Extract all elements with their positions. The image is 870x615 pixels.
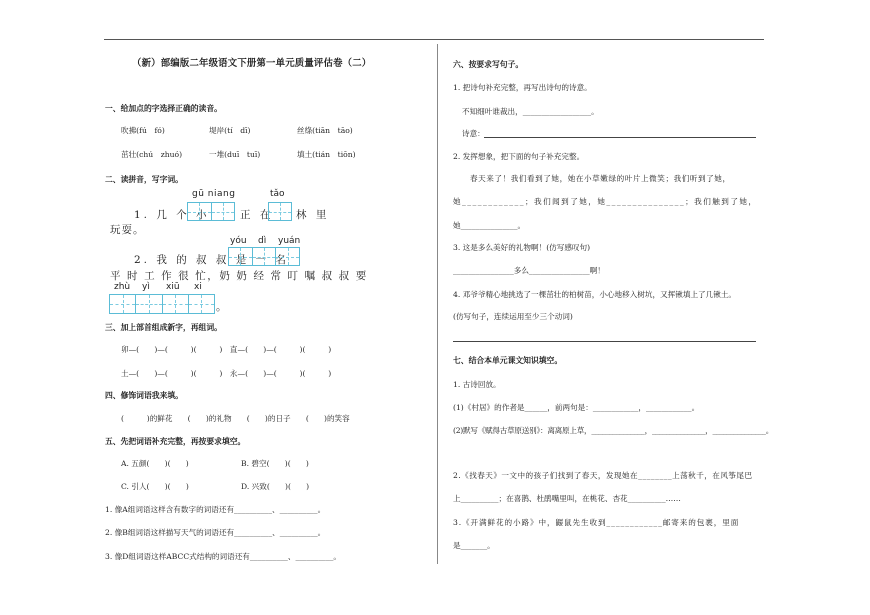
paragraph-line: 春天来了！我们看到了她，她在小草嫩绿的叶片上微笑；我们听到了她， <box>470 174 731 183</box>
sentence-text: 平 时 工 作 很 忙，奶 奶 经 常 叮 嘱 叔 叔 要 <box>110 270 368 282</box>
section-5-heading: 五、先把词语补充完整，再按要求填空。 <box>105 437 246 446</box>
pinyin-label: yì <box>142 282 150 292</box>
writing-grid[interactable] <box>187 202 235 221</box>
answer-template: ________________多么________________啊！ <box>453 266 605 275</box>
sentence-text: 林 里 <box>296 209 330 221</box>
pinyin-choice: 一堆(duī tuī) <box>209 150 261 159</box>
question-text: (2)默写《赋得古草原送别》：离离原上草，_______________，_______________，_______________。 <box>453 426 774 435</box>
question-text: 3.《开满鲜花的小路》中，鼹鼠先生收到____________邮寄来的包裹，里面 <box>453 518 740 527</box>
idiom-option: D. 兴致( )( ) <box>241 482 310 491</box>
question-text: 2.《找春天》一文中的孩子们找到了春天，发现她在________上荡秋千，在风筝尾巴 <box>453 471 753 480</box>
sentence-text: 1. 几 个 小 <box>134 209 210 221</box>
section-2-heading: 二、读拼音，写字词。 <box>105 175 183 184</box>
question-text: 上__________；在喜鹊、杜鹃嘴里叫，在桃花、杏花__________…… <box>453 494 681 503</box>
answer-line[interactable] <box>484 137 756 138</box>
section-6-heading: 六、按要求写句子。 <box>453 60 524 69</box>
section-4-heading: 四、修饰词语我来填。 <box>105 391 183 400</box>
poem-meaning-label: 诗意： <box>462 129 485 138</box>
page-title: （新）部编版二年级语文下册第一单元质量评估卷（二） <box>132 58 372 69</box>
pinyin-label: xi <box>194 282 202 292</box>
question-text: 2. 发挥想象，把下面的句子补充完整。 <box>453 152 585 161</box>
pinyin-choice: 堤岸(tí dī) <box>209 126 251 135</box>
radical-row: 卯—( )—( )( ) 直—( )—( )( ) <box>121 345 332 354</box>
question-text: 是_______。 <box>453 541 495 550</box>
sentence-text: 正 在 <box>240 209 274 221</box>
question-text: 3. 这是多么美好的礼物啊！(仿写感叹句) <box>453 243 591 252</box>
pinyin-choice: 吹拂(fú fó) <box>121 126 165 135</box>
radical-row: 土—( )—( )( ) 永—( )—( )( ) <box>121 369 332 378</box>
question-text: (1)《村居》的作者是______，前两句是：____________，____________。 <box>453 403 700 412</box>
paragraph-line: 她_______________。 <box>453 221 526 230</box>
pinyin-choice: 茁壮(chú zhuó) <box>121 150 183 159</box>
pinyin-label: gū niang <box>192 189 236 199</box>
writing-grid[interactable] <box>268 202 292 221</box>
pinyin-label: dì <box>258 236 267 246</box>
section-3-heading: 三、加上部首组成新字，再组词。 <box>105 323 222 332</box>
column-divider <box>437 44 438 564</box>
question-text: 4. 邓爷爷精心地挑选了一棵茁壮的柏树苗，小心地移入树坑，又挥锹填上了几锹土。 <box>453 290 737 299</box>
pinyin-choice: 丝绦(tiān tāo) <box>297 126 353 135</box>
section-1-heading: 一、给加点的字选择正确的读音。 <box>105 104 222 113</box>
pinyin-label: xiū <box>166 282 180 292</box>
pinyin-choice: 填土(tián tiōn) <box>297 150 356 159</box>
question-text: 1. 像A组词语这样含有数字的词语还有__________、__________。 <box>105 505 326 514</box>
question-text: 2. 像B组词语这样描写天气的词语还有__________、__________。 <box>105 528 326 537</box>
sentence-text: 。 <box>216 301 230 313</box>
sentence-text: 玩耍。 <box>110 224 145 236</box>
paragraph-line: 她____________；我们闻到了她，她_______________；我们触到了她， <box>453 197 758 206</box>
question-text: 3. 像D组词语这样ABCC式结构的词语还有__________、__________。 <box>105 552 342 561</box>
idiom-option: C. 引人( )( ) <box>121 482 189 491</box>
modifier-row: ( )的鲜花 ( )的礼物 ( )的日子 ( )的笑容 <box>121 414 350 423</box>
answer-line[interactable] <box>453 341 756 342</box>
idiom-option: B. 碧空( )( ) <box>241 459 309 468</box>
writing-grid[interactable] <box>109 294 215 314</box>
writing-grid[interactable] <box>228 247 300 266</box>
question-text: 1. 古诗回放。 <box>453 380 501 389</box>
question-text: 1. 把诗句补充完整，再写出诗句的诗意。 <box>453 83 592 92</box>
question-note: (仿写句子，连续运用至少三个动词) <box>453 312 573 321</box>
pinyin-label: tǎo <box>270 189 285 199</box>
section-7-heading: 七、结合本单元课文知识填空。 <box>453 356 563 365</box>
idiom-option: A. 五颜( )( ) <box>121 459 189 468</box>
pinyin-label: yuán <box>278 236 301 246</box>
pinyin-label: yóu <box>230 236 247 246</box>
poem-line: 不知细叶谁裁出，__________________。 <box>462 107 599 116</box>
sentence-text: 2. 我 的 叔 叔 是 一 名 <box>134 254 289 266</box>
pinyin-label: zhù <box>114 282 131 292</box>
top-rule <box>104 39 764 40</box>
